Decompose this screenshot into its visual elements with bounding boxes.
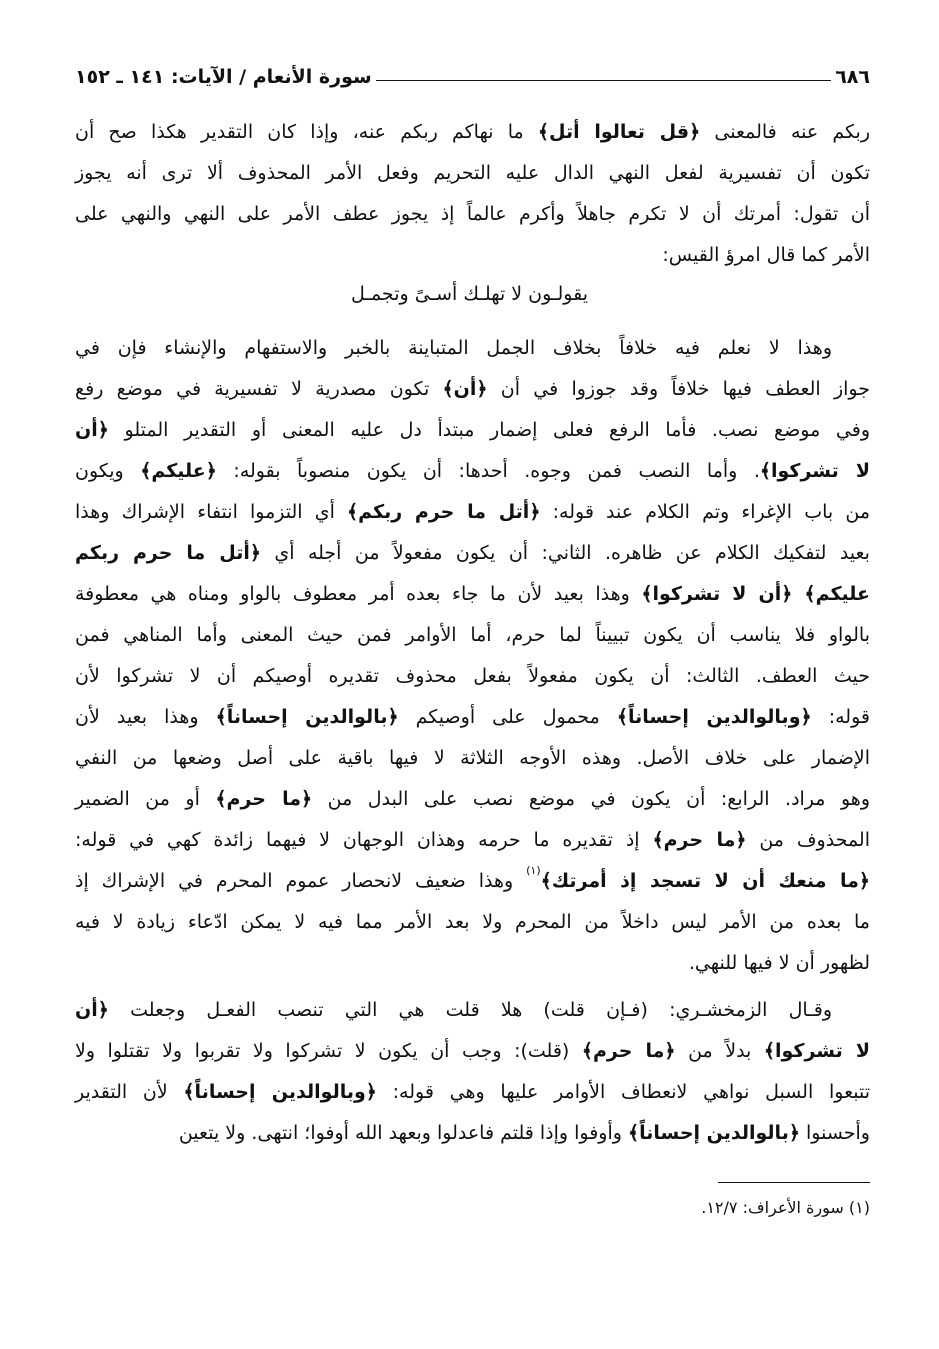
text-line (75, 943, 870, 984)
quran-quote: ﴿أن (75, 419, 109, 441)
text-segment: وفي موضع نصب. فأما الرفع فعلى إضمار مبتدأ دل عليه المعنى أو التقدير المتلو (108, 419, 870, 441)
text-segment: الأمر كما قال امرؤ القيس: (662, 244, 870, 266)
text-line (75, 615, 870, 656)
text-segment: ربكم عنه فالمعنى (700, 121, 870, 143)
header-title: سورة الأنعام / الآيات: ١٤١ ـ ١٥٢ (75, 66, 372, 88)
text-line (75, 235, 870, 276)
quran-quote: ﴿بالوالدين إحساناً﴾ (627, 1122, 800, 1144)
text-segment: وأحسنوا (799, 1122, 870, 1144)
text-segment: ويكون (75, 460, 141, 482)
quran-quote: ﴿أتل ما حرم ربكم (75, 542, 262, 564)
poetry-verse: يقولـون لا تهلـك أسـىً وتجمـل (350, 283, 589, 305)
quran-quote: ﴿ما حرم﴾ (215, 788, 313, 810)
text-segment: وقـال الزمخشـري: (فـإن قلت) هلا قلت هي التي تنصب الفعـل وجعلت (108, 999, 832, 1021)
header-rule (376, 80, 832, 81)
text-line (75, 1113, 870, 1154)
text-segment: تتبعوا السبل نواهي لانعطاف الأوامر عليها وهي قوله: (376, 1081, 870, 1103)
text-line (75, 861, 870, 902)
text-line (75, 1031, 870, 1072)
text-segment: وأوفوا وإذا قلتم فاعدلوا وبعهد الله أوفوا؛ انتهى. ولا يتعين (178, 1122, 628, 1144)
text-segment: المحذوف من (746, 829, 871, 851)
text-segment: ما نهاكم ربكم عنه، وإذا كان التقدير هكذا صح أن (75, 121, 538, 143)
text-segment: وهذا بعيد لأن ما جاء بعده أمر معطوف بالواو ومناه هي معطوفة (75, 583, 642, 605)
quran-quote: ﴿أتل ما حرم ربكم﴾ (347, 501, 541, 523)
quran-quote: ﴿ما حرم﴾ (652, 829, 747, 851)
text-line (75, 574, 870, 615)
text-segment: وهو مراد. الرابع: أن يكون في موضع نصب على البدل من (312, 788, 871, 810)
text-line (75, 656, 870, 697)
text-segment: أو من الضمير (75, 788, 216, 810)
text-segment: تكون أن تفسيرية لفعل النهي الدال عليه التحريم وفعل الأمر المحذوف ألا ترى أنه يجوز (75, 162, 870, 184)
text-segment: محمول على أوصيكم (398, 706, 617, 728)
text-segment: حيث العطف. الثالث: أن يكون مفعولاً بفعل محذوف تقديره أوصيكم أن لا تشركوا لأن (75, 665, 870, 687)
text-line (75, 533, 870, 574)
text-segment: لظهور أن لا فيها للنهي. (688, 952, 870, 974)
text-line (75, 369, 870, 410)
text-segment: أي التزموا انتفاء الإشراك وهذا (75, 501, 348, 523)
text-segment: (قلت): وجب أن يكون لا تشركوا ولا تقربوا ولا تقتلوا ولا (75, 1040, 582, 1062)
text-line (75, 194, 870, 235)
footnote-reference: (١) (526, 864, 541, 877)
text-segment: بعيد لتفكيك الكلام عن ظاهره. الثاني: أن يكون مفعولاً من أجله أي (261, 542, 870, 564)
quran-quote: ﴿وبالوالدين إحساناً﴾ (616, 706, 812, 728)
text-line (75, 492, 870, 533)
text-segment: بالواو فلا يناسب أن يكون تبييناً لما حرم، أما الأوامر فمن حيث المعنى وأما المناهي فمن (75, 624, 870, 646)
text-segment: جواز العطف فيها خلافاً وقد جوزوا في أن (487, 378, 870, 400)
text-line (75, 410, 870, 451)
quran-quote: ﴿ما منعك أن لا تسجد إذ أمرتك﴾ (540, 870, 871, 892)
paragraph-1 (75, 112, 870, 276)
text-segment: ما بعده من الأمر ليس داخلاً من المحرم ولا بعد الأمر مما فيه لا يمكن ادّعاء زيادة لا فيه (75, 911, 870, 933)
footnote-rule (718, 1182, 870, 1183)
quran-quote: لا تشركوا﴾ (759, 460, 870, 482)
text-segment: بدلاً من (675, 1040, 764, 1062)
paragraph-2 (75, 328, 870, 984)
quran-quote: ﴿أن (75, 999, 109, 1021)
text-segment: إذ تقديره ما حرمه وهذان الوجهان لا فيهما زائدة كهي في قوله: (75, 829, 653, 851)
quran-quote: ﴿أن﴾ (442, 378, 488, 400)
text-segment: تكون مصدرية لا تفسيرية في موضع رفع (75, 378, 443, 400)
text-segment: . وأما النصب فمن وجوه. أحدها: أن يكون منصوباً بقوله: (216, 460, 760, 482)
text-segment: وهذا ضعيف لانحصار عموم المحرم في الإشراك إذ (75, 870, 527, 892)
text-line (75, 697, 870, 738)
text-line (75, 112, 870, 153)
text-line (75, 738, 870, 779)
text-line (75, 990, 870, 1031)
quran-quote: ﴿ما حرم﴾ (581, 1040, 676, 1062)
text-segment: وهذا لا نعلم فيه خلافاً بخلاف الجمل المتباينة بالخبر والاستفهام والإنشاء فإن في (75, 337, 832, 359)
quran-quote: ﴿وبالوالدين إحساناً﴾ (183, 1081, 377, 1103)
text-line (75, 779, 870, 820)
text-segment: قوله: (811, 706, 870, 728)
text-segment: أن تقول: أمرتك أن لا تكرم جاهلاً وأكرم عالماً إذ يجوز عطف الأمر على النهي والنهي على (75, 203, 870, 225)
quran-quote: ﴿قل تعالوا أتل﴾ (537, 121, 701, 143)
text-segment: وهذا بعيد لأن (75, 706, 216, 728)
quran-quote: عليكم﴾ ﴿أن لا تشركوا﴾ (641, 583, 871, 605)
quran-quote: ﴿بالوالدين إحساناً﴾ (215, 706, 399, 728)
text-line (75, 902, 870, 943)
running-header (75, 58, 870, 88)
text-line (75, 1072, 870, 1113)
paragraph-3 (75, 990, 870, 1154)
text-line (75, 153, 870, 194)
quran-quote: لا تشركوا﴾ (763, 1040, 871, 1062)
text-line (75, 451, 870, 492)
text-line (75, 328, 870, 369)
footnote: (١) سورة الأعراف: ١٢/٧. (701, 1198, 870, 1217)
page-number: ٦٨٦ (835, 66, 870, 88)
text-segment: من باب الإغراء وتم الكلام عند قوله: (540, 501, 871, 523)
quran-quote: ﴿عليكم﴾ (140, 460, 217, 482)
text-line (75, 820, 870, 861)
text-segment: الإضمار على خلاف الأصل. وهذه الأوجه الثلاثة لا فيها باقية على أصل وضعها من النفي (75, 747, 870, 769)
text-segment: لأن التقدير (75, 1081, 184, 1103)
